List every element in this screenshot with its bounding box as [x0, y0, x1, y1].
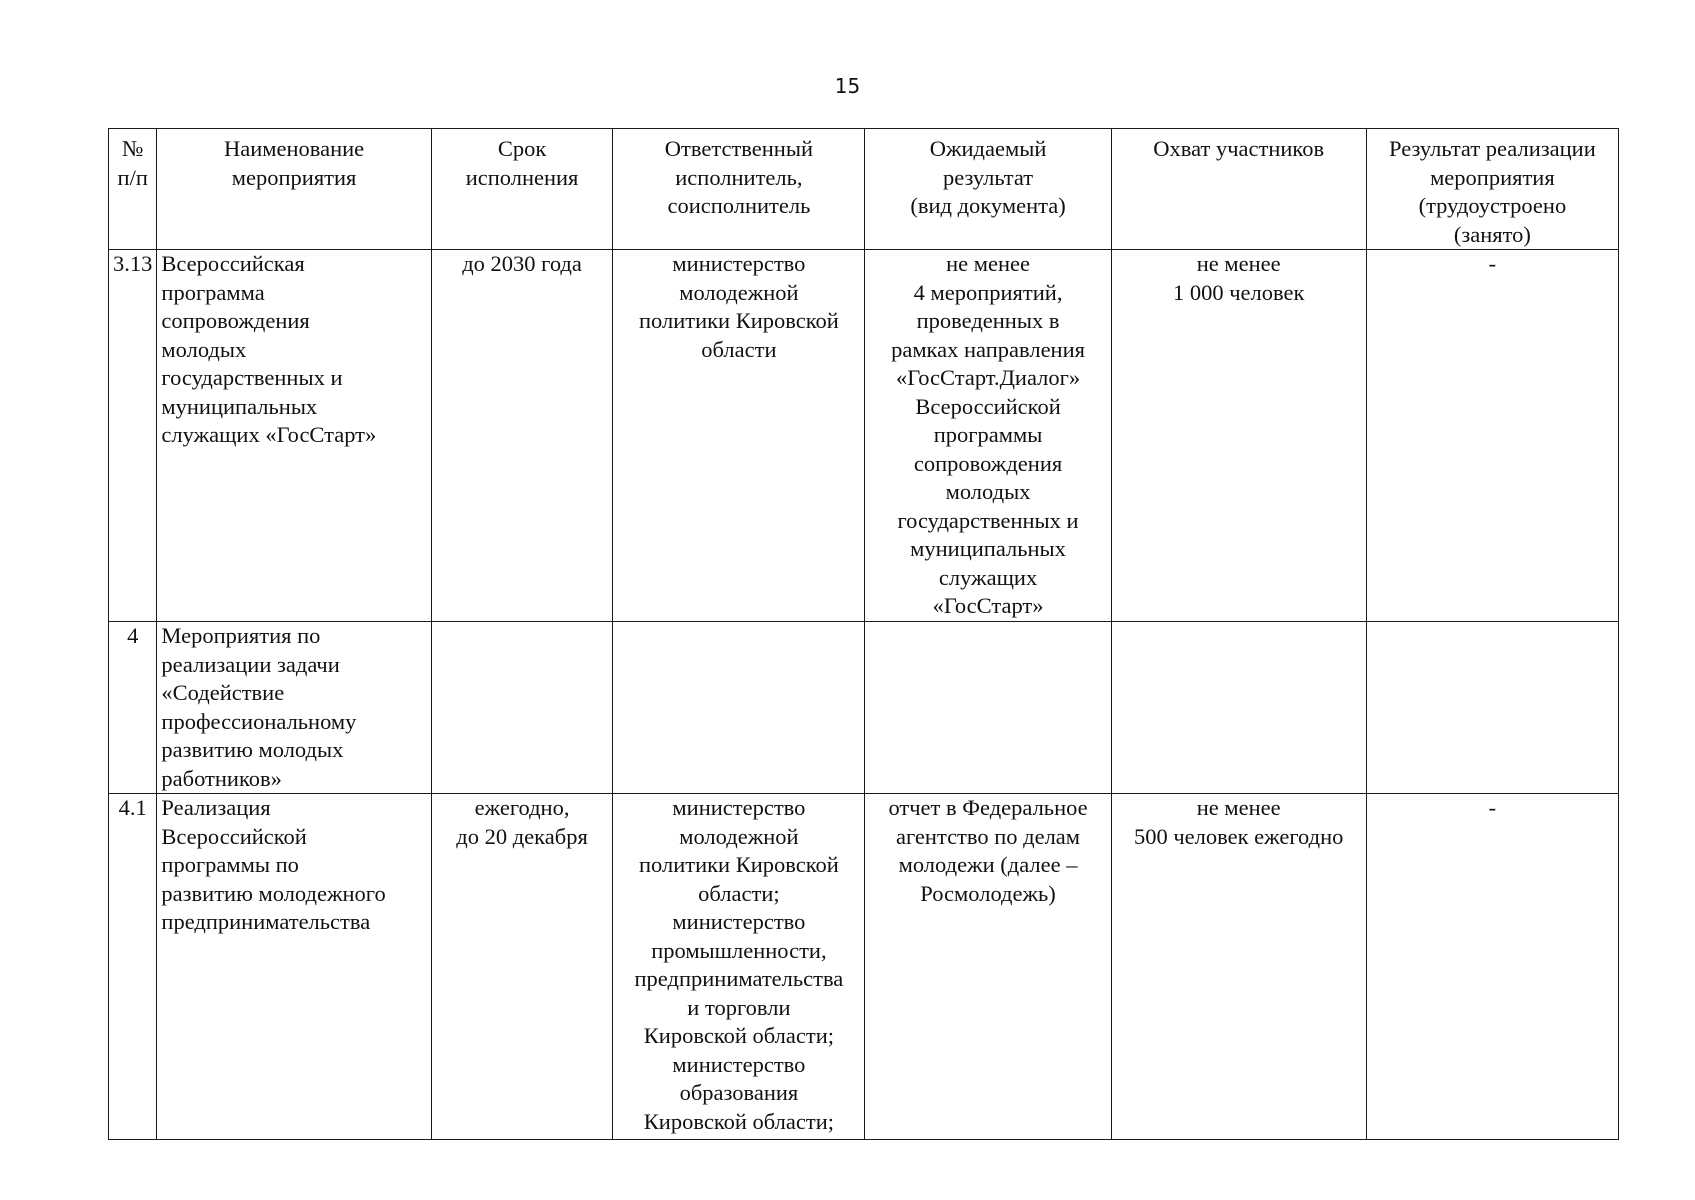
header-result: Результат реализации мероприятия (трудоустроено (занято)	[1366, 129, 1618, 250]
row-expected-result	[865, 622, 1111, 794]
row-result: -	[1366, 250, 1618, 622]
row-number: 4.1	[109, 794, 157, 1140]
row-name: Мероприятия по реализации задачи «Содействие профессиональному развитию молодых работников»	[157, 622, 431, 794]
row-number: 4	[109, 622, 157, 794]
row-expected-result: отчет в Федеральное агентство по делам молодежи (далее – Росмолодежь)	[865, 794, 1111, 1140]
header-responsible: Ответственный исполнитель, соисполнитель	[613, 129, 865, 250]
row-term: ежегодно, до 20 декабря	[431, 794, 613, 1140]
row-responsible	[613, 622, 865, 794]
row-term: до 2030 года	[431, 250, 613, 622]
row-coverage: не менее 500 человек ежегодно	[1111, 794, 1366, 1140]
header-term: Срок исполнения	[431, 129, 613, 250]
row-responsible: министерство молодежной политики Кировской области; министерство промышленности, предпринимательства и торговли Кировской области; министерство образования Кировской области;	[613, 794, 865, 1140]
page-number: 15	[834, 74, 861, 98]
row-term	[431, 622, 613, 794]
header-expected-result: Ожидаемый результат (вид документа)	[865, 129, 1111, 250]
row-number: 3.13	[109, 250, 157, 622]
row-coverage	[1111, 622, 1366, 794]
activities-table	[108, 128, 1619, 1140]
header-name: Наименование мероприятия	[157, 129, 431, 250]
row-name: Реализация Всероссийской программы по развитию молодежного предпринимательства	[157, 794, 431, 1140]
header-number: № п/п	[109, 129, 157, 250]
row-result	[1366, 622, 1618, 794]
row-responsible: министерство молодежной политики Кировской области	[613, 250, 865, 622]
table-row	[109, 794, 1619, 1140]
row-coverage: не менее 1 000 человек	[1111, 250, 1366, 622]
table-row	[109, 250, 1619, 622]
header-coverage: Охват участников	[1111, 129, 1366, 250]
row-expected-result: не менее 4 мероприятий, проведенных в рамках направления «ГосСтарт.Диалог» Всероссийской программы сопровождения молодых государственных и муниципальных служащих «ГосСтарт»	[865, 250, 1111, 622]
table-header-row	[109, 129, 1619, 250]
row-result: -	[1366, 794, 1618, 1140]
table-row	[109, 622, 1619, 794]
row-name: Всероссийская программа сопровождения молодых государственных и муниципальных служащих «ГосСтарт»	[157, 250, 431, 622]
